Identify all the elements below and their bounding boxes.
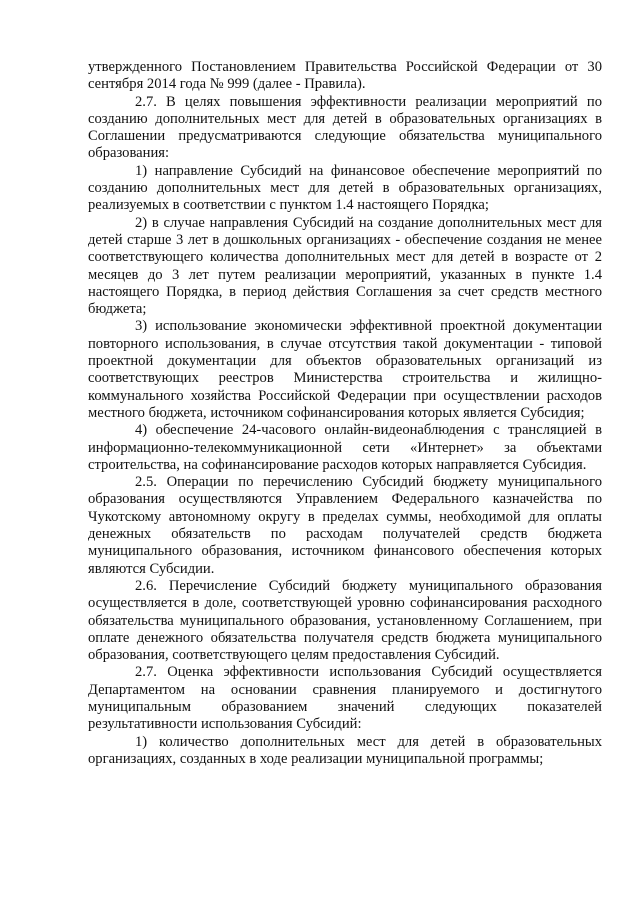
document-page bbox=[88, 59, 602, 768]
paragraph-2-6: 2.6. Перечисление Субсидий бюджету муниципального образования осуществляется в доле, соответствующей уровню софинансирования расходного обязательства муниципального образования, установленному Соглашением, при оплате денежного обязательства получателя средств бюджета муниципального образования, соответствующего целям предоставления Субсидий. bbox=[88, 577, 602, 664]
paragraph-2-7-evaluation: 2.7. Оценка эффективности использования Субсидий осуществляется Департаментом на основании сравнения планируемого и достигнутого муниципальным образованием значений следующих показателей результативности использования Субсидий: bbox=[88, 664, 602, 733]
paragraph-item-3: 3) использование экономически эффективной проектной документации повторного использования, в случае отсутствия такой документации - типовой проектной документации для объектов образовательных организаций из соответствующих реестров Министерства строительства и жилищно-коммунального хозяйства Российской Федерации при осуществлении расходов местного бюджета, источником софинансирования которых является Субсидия; bbox=[88, 318, 602, 421]
paragraph-item-4: 4) обеспечение 24-часового онлайн-видеонаблюдения с трансляцией в информационно-телекоммуникационной сети «Интернет» за объектами строительства, на софинансирование расходов которых направляется Субсидия. bbox=[88, 422, 602, 473]
paragraph-indicator-1: 1) количество дополнительных мест для детей в образовательных организациях, созданных в ходе реализации муниципальной программы; bbox=[88, 733, 602, 767]
paragraph-2-5: 2.5. Операции по перечислению Субсидий бюджету муниципального образования осуществляются Управлением Федерального казначейства по Чукотскому автономному округу в пределах суммы, необходимой для оплаты денежных обязательств по расходам получателей средств бюджета муниципального образования, источником финансового обеспечения которых являются Субсидии. bbox=[88, 474, 602, 577]
paragraph-2-7-obligations: 2.7. В целях повышения эффективности реализации мероприятий по созданию дополнительных мест для детей в образовательных организациях в Соглашении предусматриваются следующие обязательства муниципального образования: bbox=[88, 93, 602, 162]
paragraph-item-1: 1) направление Субсидий на финансовое обеспечение мероприятий по созданию дополнительных мест для детей в образовательных организациях, реализуемых в соответствии с пунктом 1.4 настоящего Порядка; bbox=[88, 162, 602, 214]
paragraph-item-2: 2) в случае направления Субсидий на создание дополнительных мест для детей старше 3 лет в дошкольных организациях - обеспечение создания не менее соответствующего количества дополнительных мест для детей в возрасте от 2 месяцев до 3 лет путем реализации мероприятий, указанных в пункте 1.4 настоящего Порядка, в период действия Соглашения за счет средств местного бюджета; bbox=[88, 214, 602, 318]
paragraph-continuation: утвержденного Постановлением Правительства Российской Федерации от 30 сентября 2014 года № 999 (далее - Правила). bbox=[88, 59, 602, 93]
